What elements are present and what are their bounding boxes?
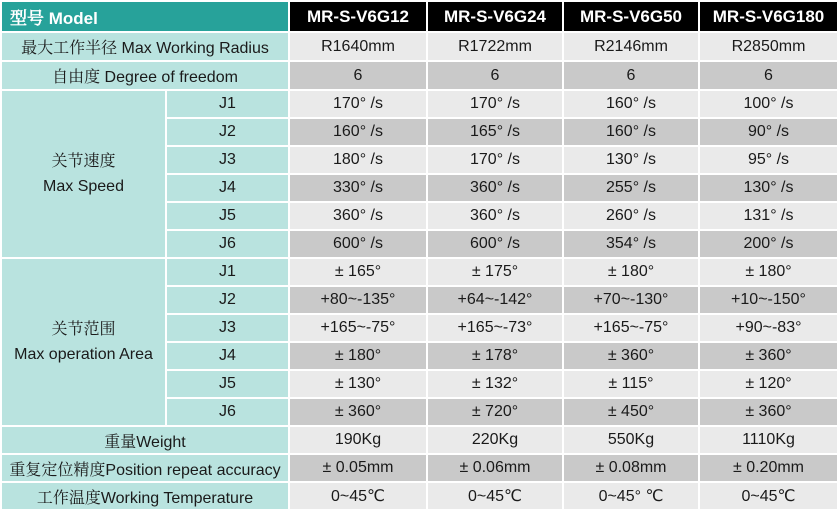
speed-value: 170° /s: [289, 90, 427, 118]
speed-value: 600° /s: [289, 230, 427, 258]
header-row: [1, 1, 837, 32]
temp-row: [1, 482, 837, 510]
speed-value: 360° /s: [427, 202, 563, 230]
area-label-en: Max operation Area: [14, 346, 153, 363]
speed-value: 160° /s: [563, 90, 699, 118]
joint-label: J4: [166, 174, 289, 202]
area-value: ± 360°: [699, 342, 837, 370]
joint-label: J5: [166, 202, 289, 230]
area-group-label: [1, 258, 166, 426]
area-value: ± 175°: [427, 258, 563, 286]
speed-value: 180° /s: [289, 146, 427, 174]
area-value: ± 360°: [289, 398, 427, 426]
area-value: ± 180°: [563, 258, 699, 286]
joint-label: J3: [166, 314, 289, 342]
speed-value: 170° /s: [427, 90, 563, 118]
area-value: ± 720°: [427, 398, 563, 426]
joint-label: J6: [166, 230, 289, 258]
area-value: ± 120°: [699, 370, 837, 398]
speed-value: 160° /s: [289, 118, 427, 146]
area-value: +165~-75°: [289, 314, 427, 342]
area-label-cn: 关节范围: [51, 321, 116, 338]
speed-value: 165° /s: [427, 118, 563, 146]
speed-value: 360° /s: [289, 202, 427, 230]
speed-value: 200° /s: [699, 230, 837, 258]
dof-value: 6: [289, 61, 427, 90]
area-value: +80~-135°: [289, 286, 427, 314]
model-header-label: 型号 Model: [1, 1, 289, 32]
repeat-value: ± 0.05mm: [289, 454, 427, 482]
speed-value: 600° /s: [427, 230, 563, 258]
area-row-j1: [1, 258, 837, 286]
repeat-value: ± 0.06mm: [427, 454, 563, 482]
area-value: +165~-73°: [427, 314, 563, 342]
joint-label: J5: [166, 370, 289, 398]
repeat-value: ± 0.20mm: [699, 454, 837, 482]
area-value: ± 180°: [699, 258, 837, 286]
repeat-row: [1, 454, 837, 482]
joint-label: J2: [166, 286, 289, 314]
repeat-value: ± 0.08mm: [563, 454, 699, 482]
speed-value: 360° /s: [427, 174, 563, 202]
speed-value: 260° /s: [563, 202, 699, 230]
radius-label: 最大工作半径 Max Working Radius: [1, 32, 289, 61]
area-value: +10~-150°: [699, 286, 837, 314]
area-value: +70~-130°: [563, 286, 699, 314]
area-value: +64~-142°: [427, 286, 563, 314]
speed-value: 100° /s: [699, 90, 837, 118]
speed-value: 130° /s: [563, 146, 699, 174]
radius-row: [1, 32, 837, 61]
radius-value: R1640mm: [289, 32, 427, 61]
area-value: ± 180°: [289, 342, 427, 370]
dof-row: [1, 61, 837, 90]
dof-value: 6: [699, 61, 837, 90]
dof-label: 自由度 Degree of freedom: [1, 61, 289, 90]
repeat-label: 重复定位精度Position repeat accuracy: [1, 454, 289, 482]
model-header-4: MR-S-V6G180: [699, 1, 837, 32]
speed-value: 255° /s: [563, 174, 699, 202]
area-value: ± 132°: [427, 370, 563, 398]
model-header-3: MR-S-V6G50: [563, 1, 699, 32]
weight-value: 220Kg: [427, 426, 563, 454]
joint-label: J4: [166, 342, 289, 370]
speed-label-cn: 关节速度: [51, 153, 116, 170]
radius-value: R1722mm: [427, 32, 563, 61]
speed-value: 95° /s: [699, 146, 837, 174]
weight-value: 1110Kg: [699, 426, 837, 454]
area-value: ± 115°: [563, 370, 699, 398]
temp-value: 0~45℃: [427, 482, 563, 510]
joint-label: J6: [166, 398, 289, 426]
joint-label: J3: [166, 146, 289, 174]
speed-row-j1: [1, 90, 837, 118]
joint-label: J1: [166, 90, 289, 118]
temp-value: 0~45℃: [289, 482, 427, 510]
speed-value: 90° /s: [699, 118, 837, 146]
dof-value: 6: [427, 61, 563, 90]
temp-value: 0~45℃: [699, 482, 837, 510]
radius-value: R2146mm: [563, 32, 699, 61]
area-value: ± 130°: [289, 370, 427, 398]
speed-value: 330° /s: [289, 174, 427, 202]
weight-label: 重量Weight: [1, 426, 289, 454]
joint-label: J2: [166, 118, 289, 146]
area-value: +90~-83°: [699, 314, 837, 342]
area-value: +165~-75°: [563, 314, 699, 342]
area-value: ± 178°: [427, 342, 563, 370]
joint-label: J1: [166, 258, 289, 286]
temp-value: 0~45° ℃: [563, 482, 699, 510]
area-value: ± 450°: [563, 398, 699, 426]
weight-value: 190Kg: [289, 426, 427, 454]
speed-group-label: [1, 90, 166, 258]
radius-value: R2850mm: [699, 32, 837, 61]
speed-value: 170° /s: [427, 146, 563, 174]
model-header-2: MR-S-V6G24: [427, 1, 563, 32]
speed-value: 131° /s: [699, 202, 837, 230]
temp-label: 工作温度Working Temperature: [1, 482, 289, 510]
area-value: ± 165°: [289, 258, 427, 286]
speed-value: 130° /s: [699, 174, 837, 202]
model-header-1: MR-S-V6G12: [289, 1, 427, 32]
speed-value: 160° /s: [563, 118, 699, 146]
dof-value: 6: [563, 61, 699, 90]
weight-value: 550Kg: [563, 426, 699, 454]
speed-value: 354° /s: [563, 230, 699, 258]
area-value: ± 360°: [699, 398, 837, 426]
speed-label-en: Max Speed: [43, 178, 124, 195]
area-value: ± 360°: [563, 342, 699, 370]
weight-row: [1, 426, 837, 454]
